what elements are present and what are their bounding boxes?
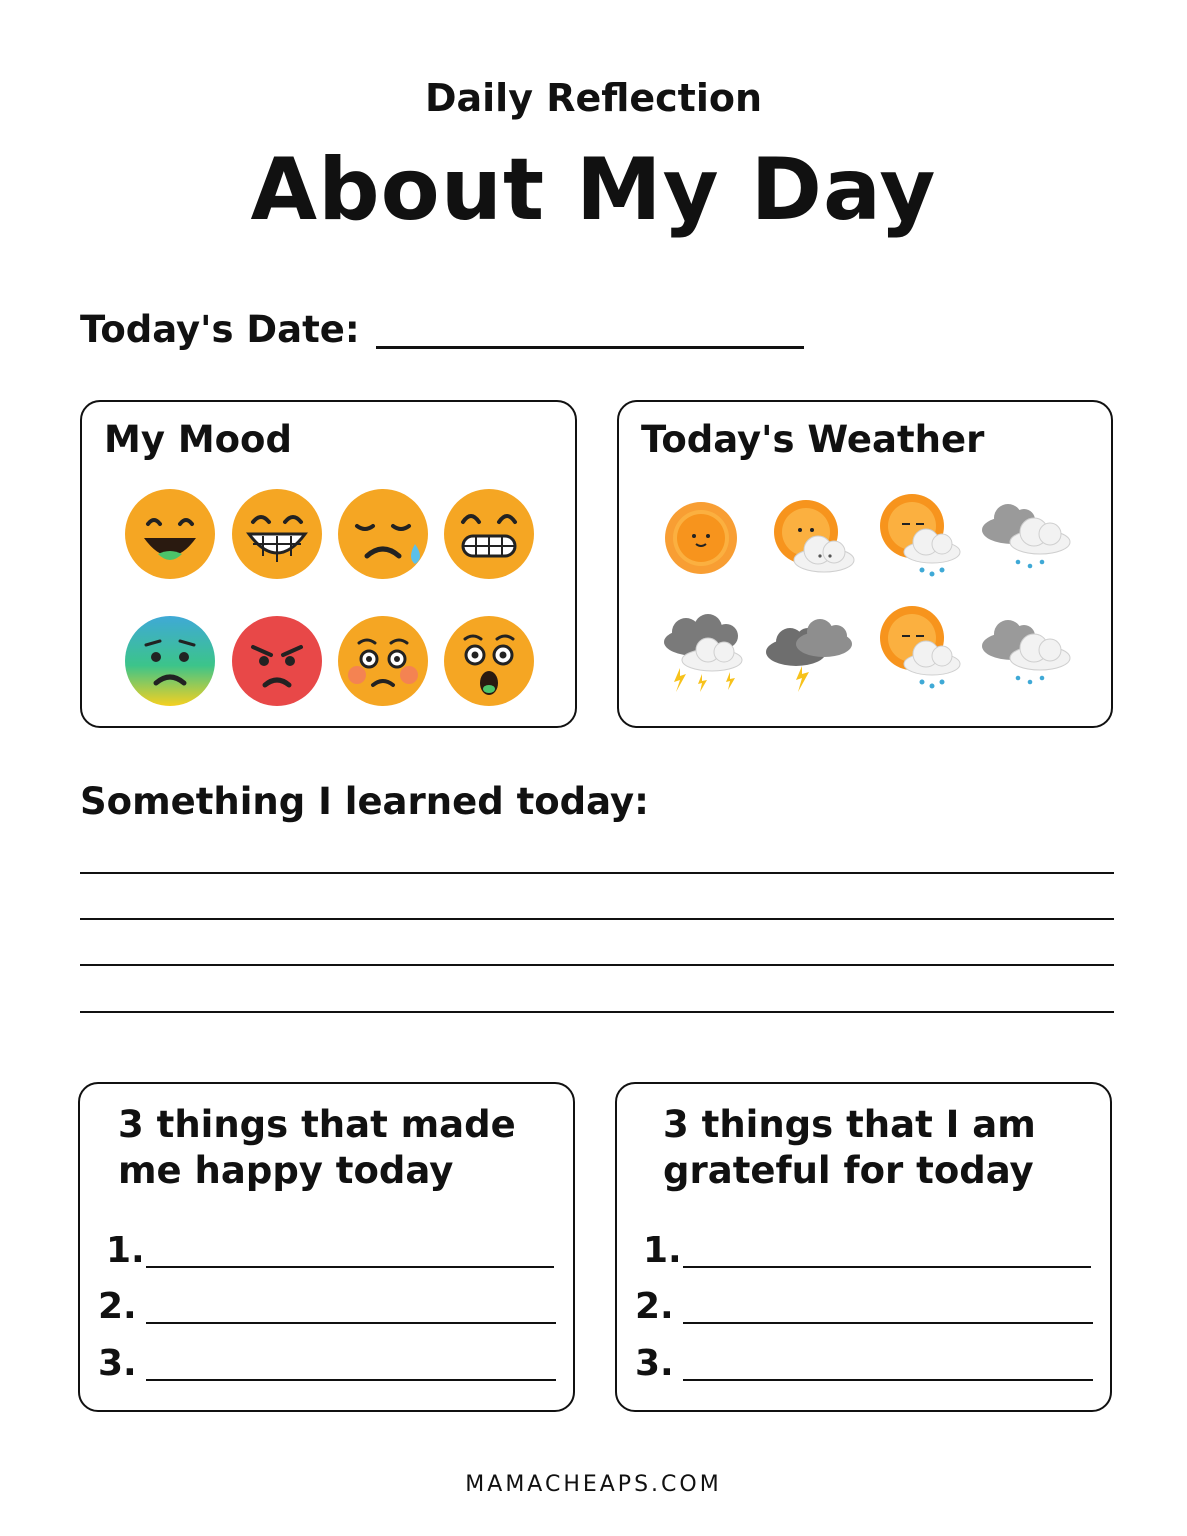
grateful-write-line-2[interactable] bbox=[683, 1322, 1093, 1324]
learned-write-line[interactable] bbox=[80, 1011, 1114, 1013]
grateful-write-line-1[interactable] bbox=[683, 1266, 1091, 1268]
laughing-face-icon[interactable] bbox=[124, 488, 216, 580]
happy-number-2: 2. bbox=[98, 1286, 137, 1327]
grateful-title-line1: 3 things that I am bbox=[663, 1103, 1036, 1146]
date-label: Today's Date: bbox=[80, 308, 360, 351]
learned-write-line[interactable] bbox=[80, 918, 1114, 920]
happy-box bbox=[78, 1082, 575, 1412]
grateful-number-3: 3. bbox=[635, 1343, 674, 1384]
grateful-number-2: 2. bbox=[635, 1286, 674, 1327]
learned-write-line[interactable] bbox=[80, 964, 1114, 966]
happy-number-3: 3. bbox=[98, 1343, 137, 1384]
weather-title: Today's Weather bbox=[641, 418, 985, 461]
mood-title: My Mood bbox=[104, 418, 292, 461]
anxious-face-icon[interactable] bbox=[124, 615, 216, 707]
learned-label: Something I learned today: bbox=[80, 780, 649, 823]
happy-number-1: 1. bbox=[106, 1230, 145, 1271]
date-write-line[interactable] bbox=[376, 346, 804, 349]
happy-write-line-1[interactable] bbox=[146, 1266, 554, 1268]
grateful-number-1: 1. bbox=[643, 1230, 682, 1271]
grateful-title-line2: grateful for today bbox=[663, 1149, 1034, 1192]
grimacing-face-icon[interactable] bbox=[443, 488, 535, 580]
sad-tear-face-icon[interactable] bbox=[337, 488, 429, 580]
storm-clouds-lightning-icon[interactable] bbox=[762, 614, 854, 694]
happy-write-line-2[interactable] bbox=[146, 1322, 556, 1324]
sun-cloud-rain-icon[interactable] bbox=[874, 492, 964, 582]
sun-cloud-rain-icon[interactable] bbox=[874, 604, 964, 694]
page-title: About My Day bbox=[250, 140, 937, 240]
surprised-face-icon[interactable] bbox=[443, 615, 535, 707]
page-subtitle: Daily Reflection bbox=[424, 76, 763, 120]
worried-face-icon[interactable] bbox=[337, 615, 429, 707]
learned-write-line[interactable] bbox=[80, 872, 1114, 874]
footer-site-name: MAMACHEAPS.COM bbox=[465, 1472, 722, 1497]
happy-title-line2: me happy today bbox=[118, 1149, 454, 1192]
happy-write-line-3[interactable] bbox=[146, 1379, 556, 1381]
sun-behind-cloud-icon[interactable] bbox=[768, 498, 858, 578]
cloud-rain-icon[interactable] bbox=[978, 614, 1074, 690]
grinning-face-icon[interactable] bbox=[231, 488, 323, 580]
angry-face-icon[interactable] bbox=[231, 615, 323, 707]
sun-icon[interactable] bbox=[661, 498, 741, 578]
cloud-rain-icon[interactable] bbox=[978, 498, 1074, 574]
grateful-write-line-3[interactable] bbox=[683, 1379, 1093, 1381]
thunderstorm-icon[interactable] bbox=[656, 610, 750, 696]
grateful-box bbox=[615, 1082, 1112, 1412]
happy-title-line1: 3 things that made bbox=[118, 1103, 516, 1146]
